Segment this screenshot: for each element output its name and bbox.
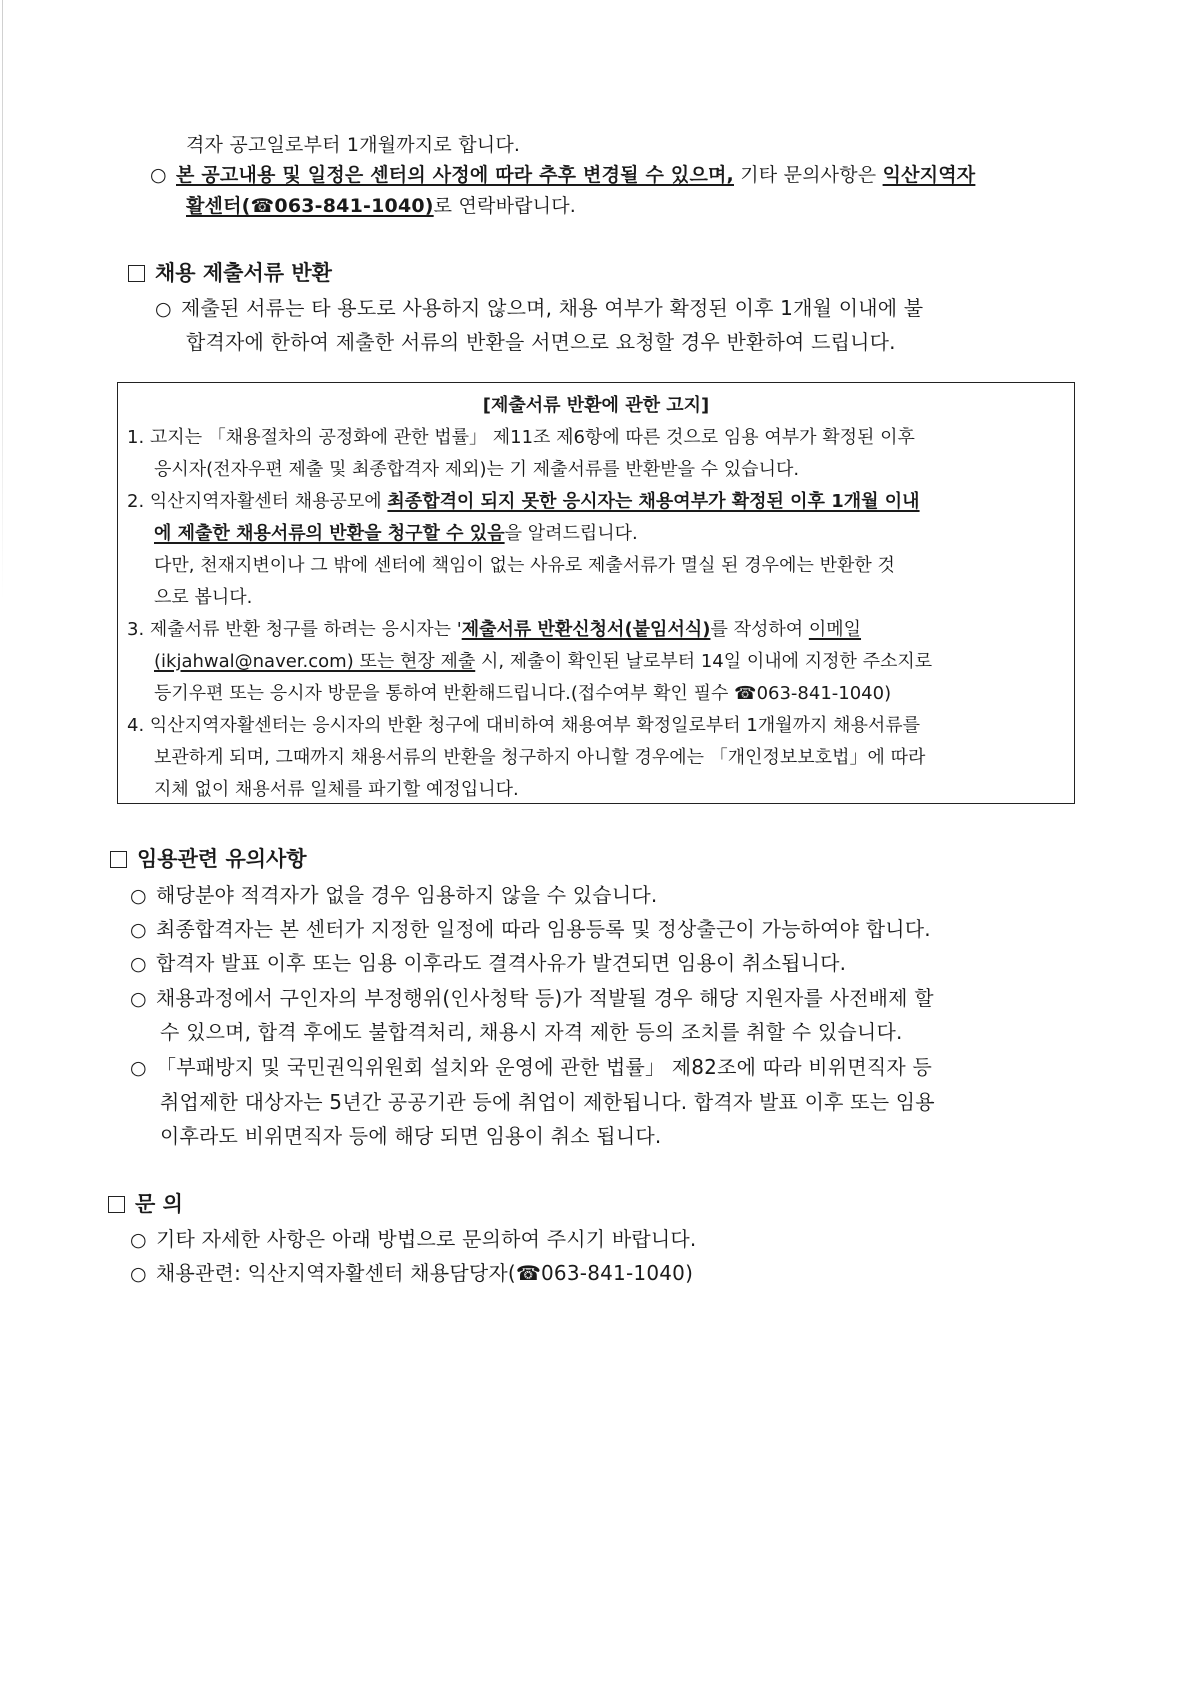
circle-bullet: ○ xyxy=(130,1229,147,1251)
underlined-text: 익산지역자 xyxy=(882,164,976,186)
text: 기타 문의사항은 xyxy=(733,164,883,186)
return-bullet xyxy=(155,292,923,321)
notice-item-1-cont: 응시자(전자우편 제출 및 최종합격자 제외)는 기 제출서류를 반환받을 수 있습니다. xyxy=(154,459,800,480)
text: 제출서류 반환 청구를 하려는 응시자는 ' xyxy=(149,619,462,640)
notice-box xyxy=(117,382,1075,804)
text: 시, 제출이 확인된 날로부터 14일 이내에 지정한 주소지로 xyxy=(475,651,933,672)
item-number: 1. xyxy=(127,427,145,448)
text: 고지는 「채용절차의 공정화에 관한 법률」 제11조 제6항에 따른 것으로 임용 여부가 확정된 이후 xyxy=(149,427,915,448)
notice-item-3 xyxy=(127,615,861,641)
circle-bullet: ○ xyxy=(155,298,172,320)
text: 을 알려드립니다. xyxy=(504,523,638,544)
text: 최종합격자는 본 센터가 지정한 일정에 따라 임용등록 및 정상출근이 가능하여야 합니다. xyxy=(156,917,931,941)
appointment-bullet-5 xyxy=(130,1051,932,1080)
appointment-bullet-3 xyxy=(130,947,846,976)
appointment-bullet-5-cont: 취업제한 대상자는 5년간 공공기관 등에 취업이 제한됩니다. 합격자 발표 이후 또는 임용 xyxy=(160,1090,935,1114)
notice-item-2 xyxy=(127,487,920,513)
heading-text: 임용관련 유의사항 xyxy=(137,847,307,871)
item-number: 3. xyxy=(127,619,145,640)
heading-text: 문 의 xyxy=(135,1192,183,1216)
text: 해당분야 적격자가 없을 경우 임용하지 않을 수 있습니다. xyxy=(156,883,658,907)
appointment-bullet-4-cont: 수 있으며, 합격 후에도 불합격처리, 채용시 자격 제한 등의 조치를 취할 수 있습니다. xyxy=(160,1020,903,1044)
circle-bullet: ○ xyxy=(130,953,147,975)
text: 익산지역자활센터 채용공모에 xyxy=(149,491,388,512)
intro-bullet-2-cont xyxy=(186,191,576,218)
notice-item-2-note: 다만, 천재지변이나 그 밖에 센터에 책임이 없는 사유로 제출서류가 멸실 된 경우에는 반환한 것 xyxy=(154,555,895,576)
text: 「부패방지 및 국민권익위원회 설치와 운영에 관한 법률」 제82조에 따라 비위면직자 등 xyxy=(156,1055,932,1079)
intro-bullet-2 xyxy=(150,160,975,187)
notice-item-2-note-cont: 으로 봅니다. xyxy=(154,587,253,608)
underlined-text: 활센터(☎063-841-1040) xyxy=(186,195,434,217)
text: 채용관련: 익산지역자활센터 채용담당자(☎063-841-1040) xyxy=(156,1261,694,1285)
checkbox-square-icon xyxy=(128,265,145,282)
text: 제출된 서류는 타 용도로 사용하지 않으며, 채용 여부가 확정된 이후 1개월 이내에 불 xyxy=(181,296,924,320)
notice-item-4 xyxy=(127,711,920,737)
text: 합격자 발표 이후 또는 임용 이후라도 결격사유가 발견되면 임용이 취소됩니다. xyxy=(156,951,847,975)
heading-text: 채용 제출서류 반환 xyxy=(155,261,332,285)
email-label-underlined: 이메일 xyxy=(808,619,862,640)
text: 로 연락바랍니다. xyxy=(433,195,577,217)
appointment-section-heading xyxy=(110,843,307,873)
item-number: 2. xyxy=(127,491,145,512)
return-bullet-cont: 합격자에 한하여 제출한 서류의 반환을 서면으로 요청할 경우 반환하여 드립니다. xyxy=(186,330,896,354)
notice-item-4-cont: 보관하게 되며, 그때까지 채용서류의 반환을 청구하지 아니할 경우에는 「개인정보보호법」에 따라 xyxy=(154,747,926,768)
text: 기타 자세한 사항은 아래 방법으로 문의하여 주시기 바랍니다. xyxy=(156,1227,697,1251)
circle-bullet: ○ xyxy=(150,164,167,186)
inquiry-bullet-2 xyxy=(130,1257,693,1286)
notice-title: [제출서류 반환에 관한 고지] xyxy=(482,395,710,416)
email-link[interactable]: (ikjahwal@naver.com) 또는 현장 제출 xyxy=(154,651,476,672)
underlined-text: 에 제출한 채용서류의 반환을 청구할 수 있음 xyxy=(154,523,505,544)
text: 익산지역자활센터는 응시자의 반환 청구에 대비하여 채용여부 확정일로부터 1개월까지 채용서류를 xyxy=(149,715,921,736)
appointment-bullet-4 xyxy=(130,982,934,1011)
inquiry-section-heading xyxy=(108,1188,183,1218)
appointment-bullet-5-cont-2: 이후라도 비위면직자 등에 해당 되면 임용이 취소 됩니다. xyxy=(160,1124,662,1148)
notice-item-3-cont xyxy=(154,647,932,673)
underlined-text: 제출서류 반환신청서(붙임서식) xyxy=(461,619,711,640)
appointment-bullet-2 xyxy=(130,913,931,942)
notice-item-3-cont-2: 등기우편 또는 응시자 방문을 통하여 반환해드립니다.(접수여부 확인 필수 ☎063-841-1040) xyxy=(154,683,892,704)
text: 채용과정에서 구인자의 부정행위(인사청탁 등)가 적발될 경우 해당 지원자를 사전배제 할 xyxy=(156,986,934,1010)
notice-item-4-cont-2: 지체 없이 채용서류 일체를 파기할 예정입니다. xyxy=(154,779,519,800)
text: 를 작성하여 xyxy=(710,619,809,640)
circle-bullet: ○ xyxy=(130,885,147,907)
checkbox-square-icon xyxy=(110,851,127,868)
notice-item-2-cont xyxy=(154,519,638,545)
notice-item-1 xyxy=(127,423,915,449)
item-number: 4. xyxy=(127,715,145,736)
circle-bullet: ○ xyxy=(130,1057,147,1079)
checkbox-square-icon xyxy=(108,1196,125,1213)
underlined-text: 본 공고내용 및 일정은 센터의 사정에 따라 추후 변경될 수 있으며, xyxy=(176,164,734,186)
inquiry-bullet-1 xyxy=(130,1223,696,1252)
intro-line-1: 격자 공고일로부터 1개월까지로 합니다. xyxy=(186,134,521,156)
circle-bullet: ○ xyxy=(130,1263,147,1285)
appointment-bullet-1 xyxy=(130,879,657,908)
return-section-heading xyxy=(128,257,332,287)
underlined-text: 최종합격이 되지 못한 응시자는 채용여부가 확정된 이후 1개월 이내 xyxy=(387,491,920,512)
circle-bullet: ○ xyxy=(130,919,147,941)
circle-bullet: ○ xyxy=(130,988,147,1010)
